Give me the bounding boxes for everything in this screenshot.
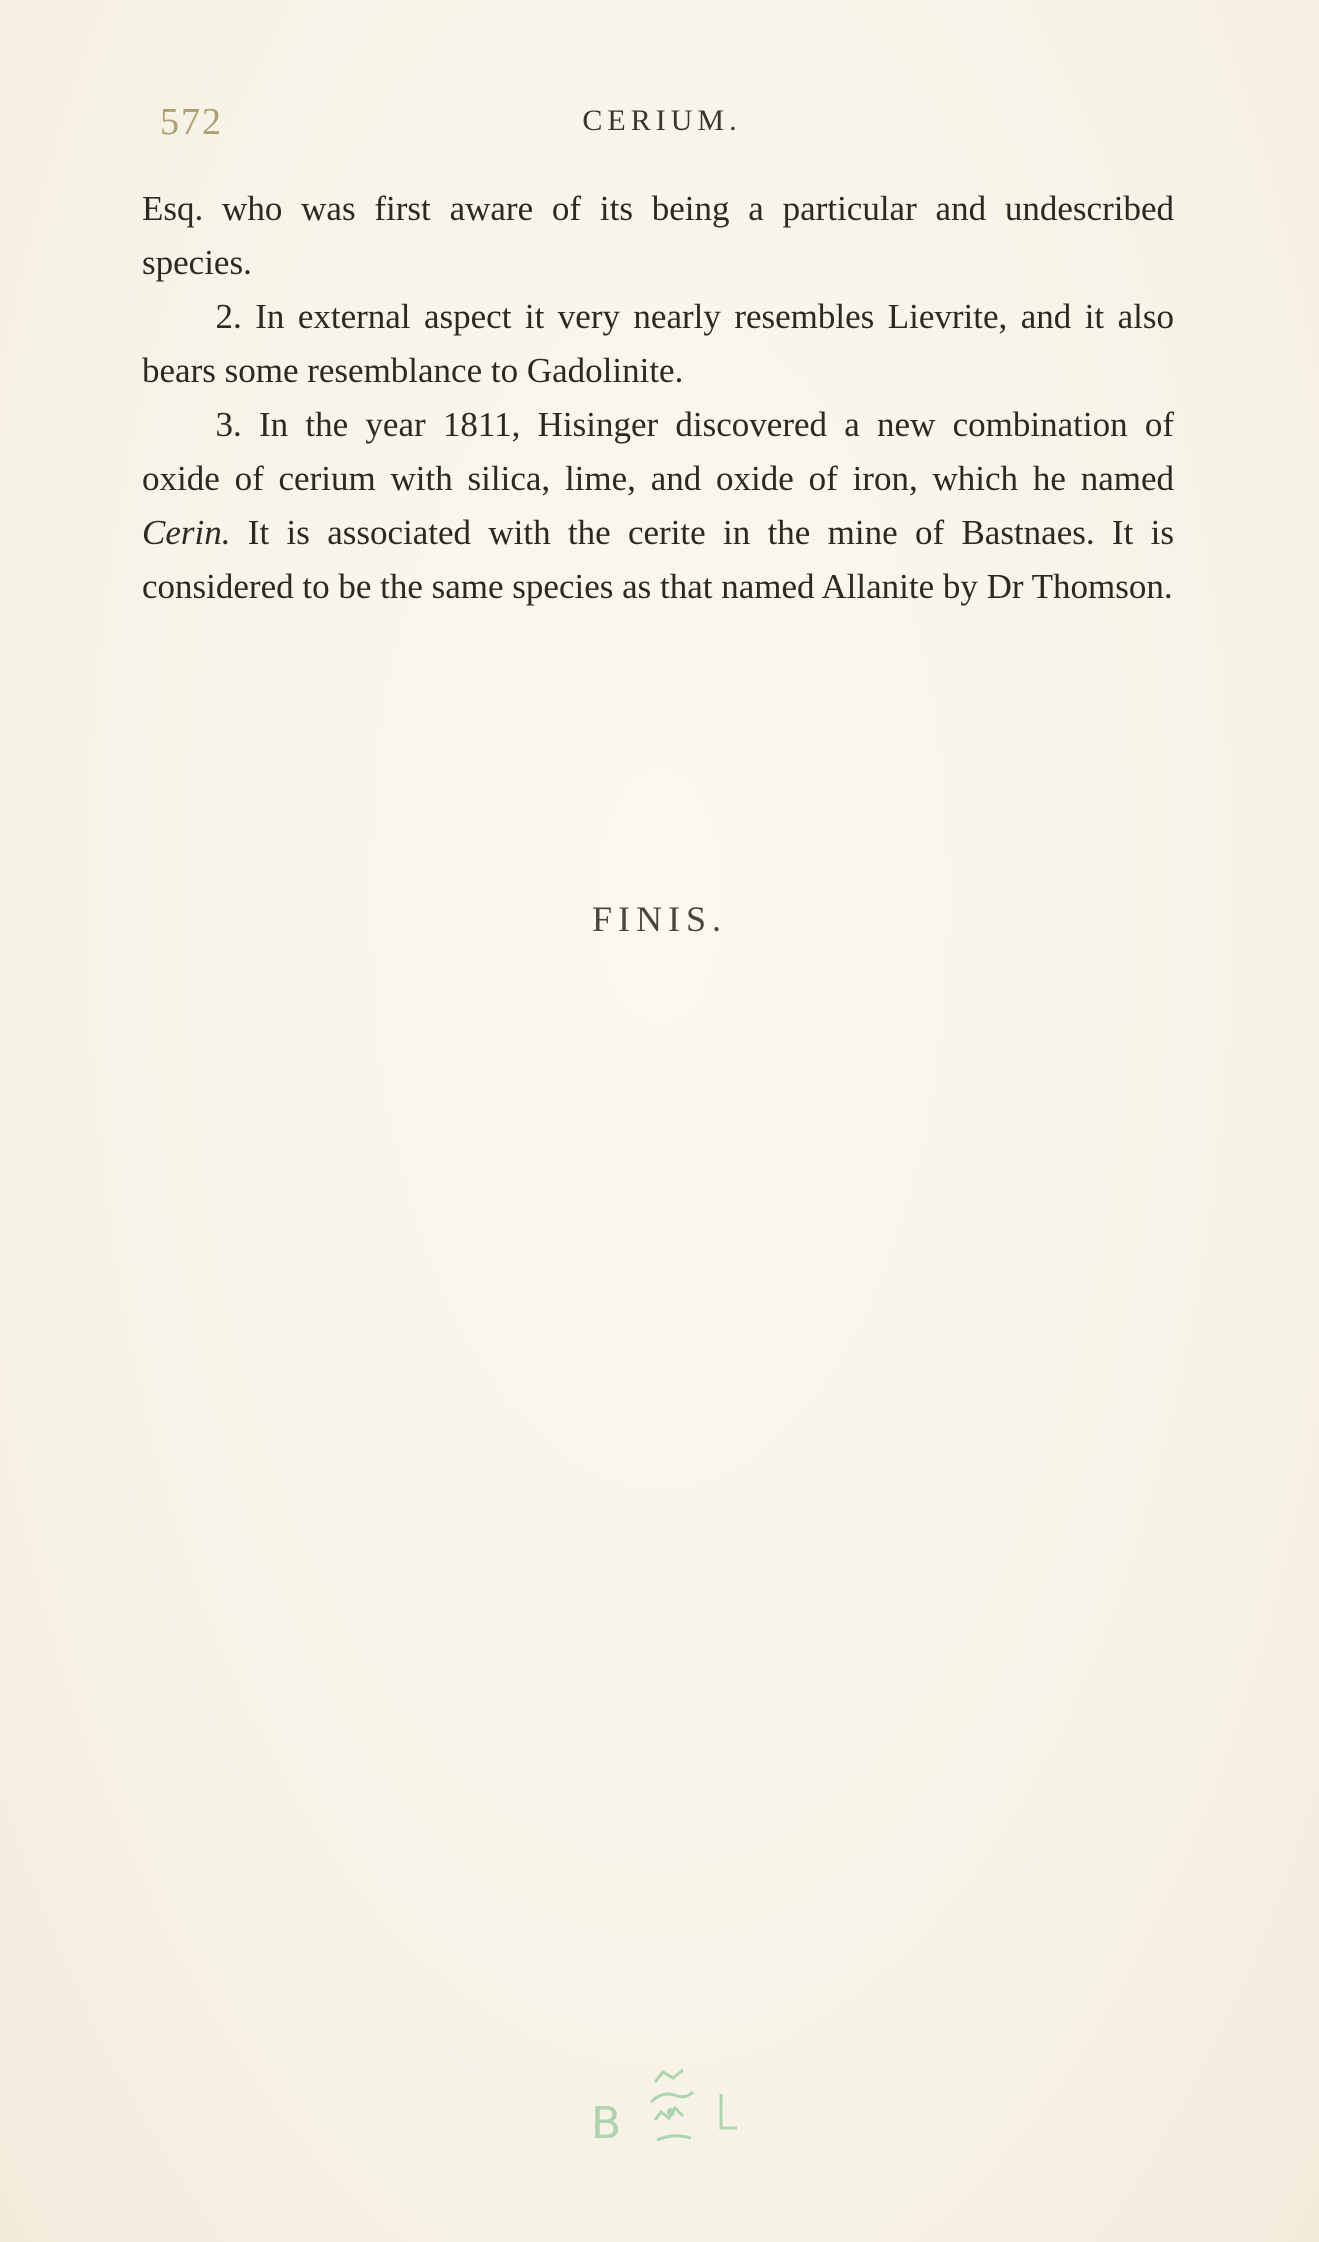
paragraph-2: 2. In external aspect it very nearly resembles Lievrite, and it also bears some resemblance to Gadolinite. — [142, 297, 1174, 390]
page-header-title: CERIUM. — [582, 104, 742, 137]
paragraph-3-text-b: It is associated with the cerite in the mine of Bastnaes. It is considered to be the same species as that named Allanite by Dr Thomson. — [142, 513, 1174, 606]
paragraph-3 — [142, 398, 1174, 614]
paragraph-continuation: Esq. who was first aware of its being a particular and undescribed species. — [142, 189, 1174, 282]
mineral-name-cerin: Cerin. — [142, 513, 231, 552]
paragraph-3-text-a: 3. In the year 1811, Hisinger discovered a new combination of oxide of cerium with silica, lime, and oxide of iron, which he named — [142, 405, 1174, 498]
finis-heading: FINIS. — [591, 899, 728, 939]
svg-text:B: B — [591, 2098, 622, 2149]
library-stamp-icon — [585, 2062, 755, 2152]
body-text — [142, 182, 1174, 614]
page-number: 572 — [160, 101, 223, 143]
running-head — [142, 100, 1182, 160]
